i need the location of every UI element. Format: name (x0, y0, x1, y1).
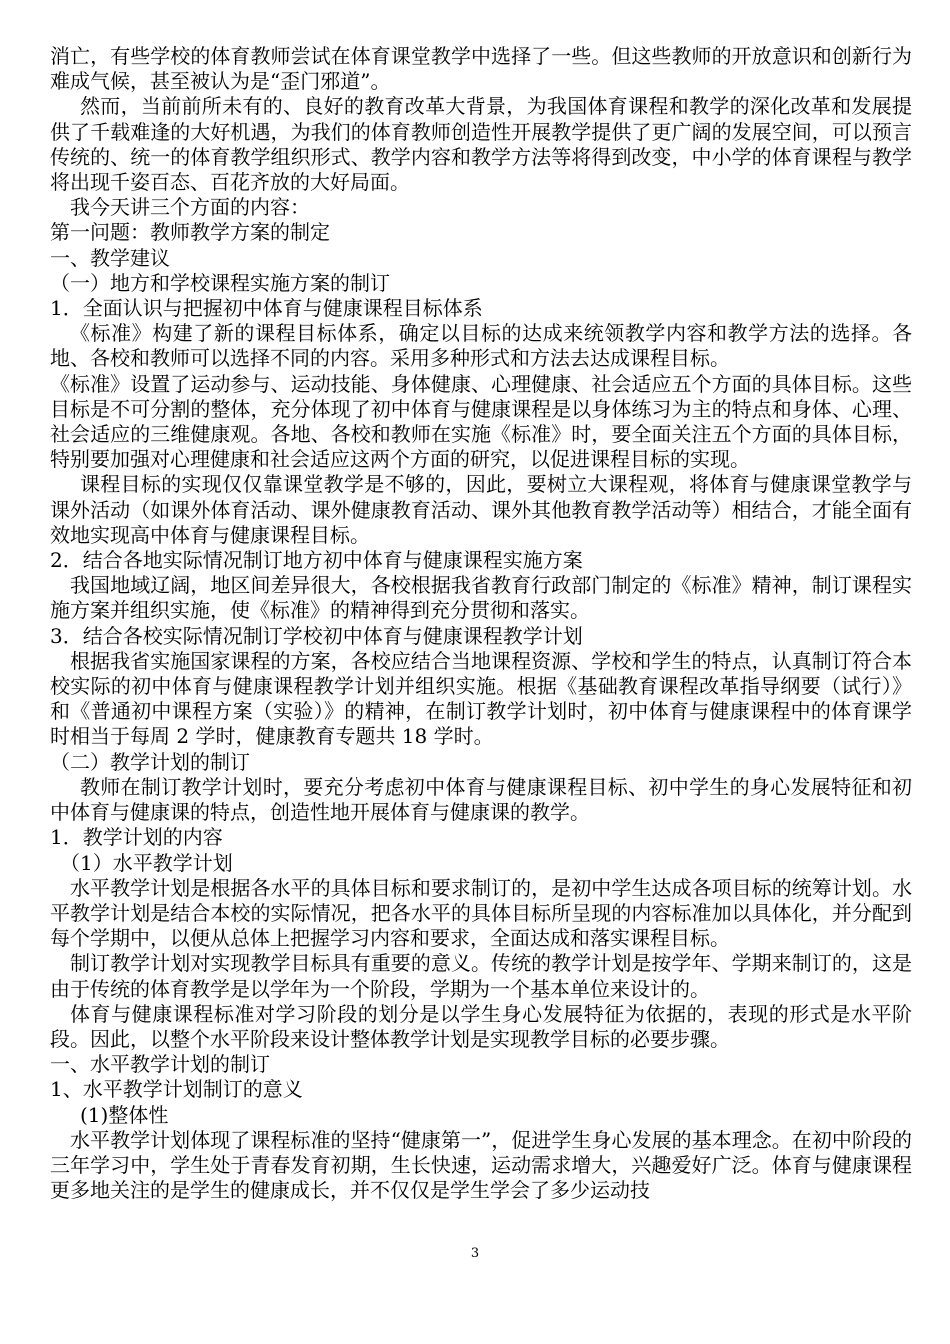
paragraph: 体育与健康课程标准对学习阶段的划分是以学生身心发展特征为依据的，表现的形式是水平阶段。因此，以整个水平阶段来设计整体教学计划是实现教学目标的必要步骤。 (50, 1001, 912, 1051)
paragraph: 《标准》构建了新的课程目标体系，确定以目标的达成来统领教学内容和教学方法的选择。各地、各校和教师可以选择不同的内容。采用多种形式和方法去达成课程目标。 (50, 321, 912, 371)
numbered-heading: （1）水平教学计划 (60, 850, 233, 875)
subsection-heading: （一）地方和学校课程实施方案的制订 (50, 270, 390, 295)
section-heading: 一、教学建议 (50, 245, 170, 270)
numbered-heading: 1．全面认识与把握初中体育与健康课程目标体系 (50, 296, 483, 321)
paragraph: 课程目标的实现仅仅靠课堂教学是不够的，因此，要树立大课程观，将体育与健康课堂教学与课外活动（如课外体育活动、课外健康教育活动、课外其他教育教学活动等）相结合，才能全面有效地实现高中体育与健康课程目标。 (50, 472, 912, 547)
numbered-heading: 1、水平教学计划制订的意义 (50, 1077, 303, 1102)
paragraph: 根据我省实施国家课程的方案，各校应结合当地课程资源、学校和学生的特点，认真制订符合本校实际的初中体育与健康课程教学计划并组织实施。根据《基础教育课程改革指导纲要（试行）》和《普通初中课程方案（实验）》的精神，在制订教学计划时，初中体育与健康课程中的体育课学时相当于每周 2 学时，健康教育专题共 18 学时。 (50, 648, 912, 749)
document-body (50, 44, 912, 1203)
subsection-heading: （二）教学计划的制订 (50, 749, 250, 774)
paragraph: 然而，当前前所未有的、良好的教育改革大背景，为我国体育课程和教学的深化改革和发展提供了千载难逢的大好机遇，为我们的体育教师创造性开展教学提供了更广阔的发展空间，可以预言传统的、统一的体育教学组织形式、教学内容和教学方法等将得到改变，中小学的体育课程与教学将出现千姿百态、百花齐放的大好局面。 (50, 94, 912, 195)
paragraph: 水平教学计划是根据各水平的具体目标和要求制订的，是初中学生达成各项目标的统筹计划。水平教学计划是结合本校的实际情况，把各水平的具体目标所呈现的内容标准加以具体化，并分配到每个学期中，以便从总体上把握学习内容和要求，全面达成和落实课程目标。 (50, 875, 912, 951)
section-heading: 第一问题：教师教学方案的制定 (50, 220, 330, 245)
section-heading: 一、水平教学计划的制订 (50, 1052, 270, 1077)
paragraph: 教师在制订教学计划时，要充分考虑初中体育与健康课程目标、初中学生的身心发展特征和初中体育与健康课的特点，创造性地开展体育与健康课的教学。 (50, 774, 912, 825)
page-number: 3 (470, 1246, 480, 1261)
paragraph: 《标准》设置了运动参与、运动技能、身体健康、心理健康、社会适应五个方面的具体目标。这些目标是不可分割的整体，充分体现了初中体育与健康课程是以身体练习为主的特点和身体、心理、社会适应的三维健康观。各地、各校和教师在实施《标准》时，要全面关注五个方面的具体目标，特别要加强对心理健康和社会适应这两个方面的研究，以促进课程目标的实现。 (50, 371, 912, 472)
paragraph: 我国地域辽阔，地区间差异很大，各校根据我省教育行政部门制定的《标准》精神，制订课程实施方案并组织实施，使《标准》的精神得到充分贯彻和落实。 (50, 573, 912, 623)
paragraph: 我今天讲三个方面的内容： (70, 195, 310, 220)
paragraph: 制订教学计划对实现教学目标具有重要的意义。传统的教学计划是按学年、学期来制订的，这是由于传统的体育教学是以学年为一个阶段，学期为一个基本单位来设计的。 (50, 951, 912, 1001)
numbered-heading: (1)整体性 (80, 1102, 169, 1127)
numbered-heading: 1．教学计划的内容 (50, 825, 223, 850)
paragraph: 水平教学计划体现了课程标准的坚持“健康第一”，促进学生身心发展的基本理念。在初中阶段的三年学习中，学生处于青春发育初期，生长快速，运动需求增大，兴趣爱好广泛。体育与健康课程更多地关注的是学生的健康成长，并不仅仅是学生学会了多少运动技 (50, 1127, 912, 1203)
numbered-heading: 2．结合各地实际情况制订地方初中体育与健康课程实施方案 (50, 548, 583, 573)
numbered-heading: 3．结合各校实际情况制订学校初中体育与健康课程教学计划 (50, 623, 583, 648)
paragraph: 消亡，有些学校的体育教师尝试在体育课堂教学中选择了一些。但这些教师的开放意识和创新行为难成气候，甚至被认为是“歪门邪道”。 (50, 44, 912, 94)
